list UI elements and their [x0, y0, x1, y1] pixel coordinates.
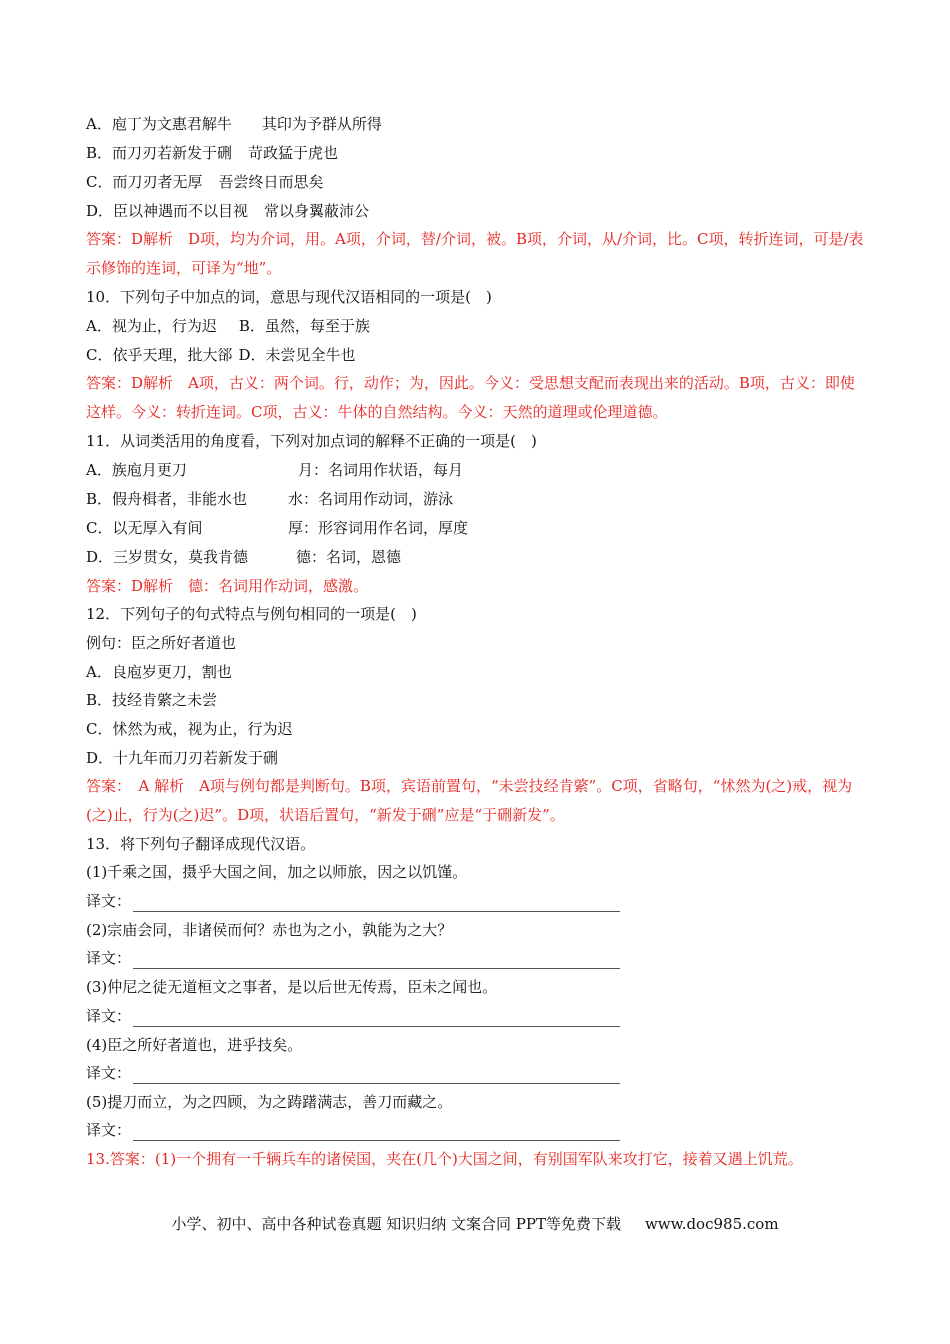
q12-option-b: B．技经肯綮之未尝	[86, 691, 218, 709]
q12-answer: 答案： A 解析 A项与例句都是判断句。B项，宾语前置句，“未尝技经肯綮”。C项，省略句，“怵然为(之)戒，视为(之)止，行为(之)迟”。D项，状语后置句，“新发于硎”应是“于硎新发”。	[86, 777, 853, 824]
q9-option-c-right: 吾尝终日而思矣	[218, 173, 324, 191]
translation-label: 译文：	[86, 892, 132, 910]
q11-option-b	[86, 489, 866, 509]
q10-option-c: C．依乎天理，批大郤	[86, 346, 233, 364]
q11-stem: 11．从词类活用的角度看，下列对加点词的解释不正确的一项是( )	[86, 432, 537, 450]
answer-blank[interactable]	[133, 910, 620, 912]
q12-option-d: D．十九年而刀刃若新发于硎	[86, 749, 279, 767]
q9-option-a	[86, 114, 866, 134]
q10-option-d: D．未尝见全牛也	[238, 346, 356, 364]
q11-option-d-sentence: D．三岁贯女，莫我肯德	[86, 548, 249, 566]
q12-stem: 12．下列句子的句式特点与例句相同的一项是( )	[86, 605, 417, 623]
q11-option-d-explanation: 德：名词，恩德	[296, 548, 402, 566]
q13-answer-line-3	[86, 1006, 866, 1027]
answer-blank[interactable]	[133, 1139, 620, 1141]
q9-option-b	[86, 143, 866, 163]
q9-option-c	[86, 172, 866, 192]
q13-answer-line-2	[86, 948, 866, 969]
q13-answer-line-5	[86, 1120, 866, 1141]
q13-answer-line-1	[86, 891, 866, 912]
q10-option-a: A．视为止，行为迟	[86, 317, 217, 335]
q9-option-a-right: 其印为予群从所得	[261, 115, 382, 133]
q11-option-a	[86, 460, 866, 480]
q13-item-3: (3)仲尼之徒无道桓文之事者，是以后世无传焉，臣未之闻也。	[86, 978, 498, 996]
q11-option-c-explanation: 厚：形容词用作名词，厚度	[288, 519, 469, 537]
q11-option-b-sentence: B．假舟楫者，非能水也	[86, 490, 248, 508]
answer-blank[interactable]	[133, 967, 620, 969]
translation-label: 译文：	[86, 1007, 132, 1025]
q11-option-a-explanation: 月：名词用作状语，每月	[298, 461, 464, 479]
q9-answer: 答案：D解析 D项，均为介词，用。A项，介词，替/介词，被。B项，介词，从/介词，比。C项，转折连词，可是/表示修饰的连词，可译为“地”。	[86, 230, 864, 277]
q13-item-1: (1)千乘之国，摄乎大国之间，加之以师旅，因之以饥馑。	[86, 863, 468, 881]
q11-option-d	[86, 547, 866, 567]
q11-option-a-sentence: A．族庖月更刀	[86, 461, 187, 479]
q10-options-row1	[86, 316, 866, 336]
page-footer	[0, 1214, 950, 1234]
answer-blank[interactable]	[133, 1082, 620, 1084]
q9-option-c-left: C．而刀刃者无厚	[86, 173, 203, 191]
q9-option-b-left: B．而刀刃若新发于硎	[86, 144, 233, 162]
footer-url[interactable]: www.doc985.com	[644, 1215, 779, 1233]
q13-item-5: (5)提刀而立，为之四顾，为之踌躇满志，善刀而藏之。	[86, 1093, 453, 1111]
q9-option-b-right: 苛政猛于虎也	[248, 144, 339, 162]
q13-item-2: (2)宗庙会同，非诸侯而何？赤也为之小，孰能为之大？	[86, 921, 453, 939]
q9-option-a-left: A．庖丁为文惠君解牛	[86, 115, 232, 133]
q9-option-d-right: 常以身翼蔽沛公	[264, 202, 370, 220]
q13-item-4: (4)臣之所好者道也，进乎技矣。	[86, 1036, 303, 1054]
translation-label: 译文：	[86, 949, 132, 967]
footer-text: 小学、初中、高中各种试卷真题 知识归纳 文案合同 PPT等免费下载	[171, 1215, 621, 1233]
q10-options-row2	[86, 345, 866, 365]
answer-blank[interactable]	[133, 1025, 620, 1027]
q11-option-b-explanation: 水：名词用作动词，游泳	[288, 490, 454, 508]
q12-option-c: C．怵然为戒，视为止，行为迟	[86, 720, 293, 738]
translation-label: 译文：	[86, 1064, 132, 1082]
q13-stem: 13．将下列句子翻译成现代汉语。	[86, 835, 316, 853]
q13-answer-line-4	[86, 1063, 866, 1084]
q12-option-a: A．良庖岁更刀，割也	[86, 663, 232, 681]
q9-option-d-left: D．臣以神遇而不以目视	[86, 202, 249, 220]
q9-option-d	[86, 201, 866, 221]
q11-option-c	[86, 518, 866, 538]
q10-answer: 答案：D解析 A项，古义：两个词。行，动作；为，因此。今义：受思想支配而表现出来的活动。B项，古义：即使这样。今义：转折连词。C项，古义：牛体的自然结构。今义：天然的道理或伦理道德。	[86, 374, 855, 421]
q10-option-b: B．虽然，每至于族	[238, 317, 370, 335]
translation-label: 译文：	[86, 1121, 132, 1139]
q11-option-c-sentence: C．以无厚入有间	[86, 519, 203, 537]
q13-answer: 13.答案：(1)一个拥有一千辆兵车的诸侯国，夹在(几个)大国之间，有别国军队来攻打它，接着又遇上饥荒。	[86, 1150, 803, 1168]
q10-stem: 10．下列句子中加点的词，意思与现代汉语相同的一项是( )	[86, 288, 492, 306]
q12-example: 例句：臣之所好者道也	[86, 634, 237, 652]
q11-answer: 答案：D解析 德：名词用作动词，感激。	[86, 577, 369, 595]
